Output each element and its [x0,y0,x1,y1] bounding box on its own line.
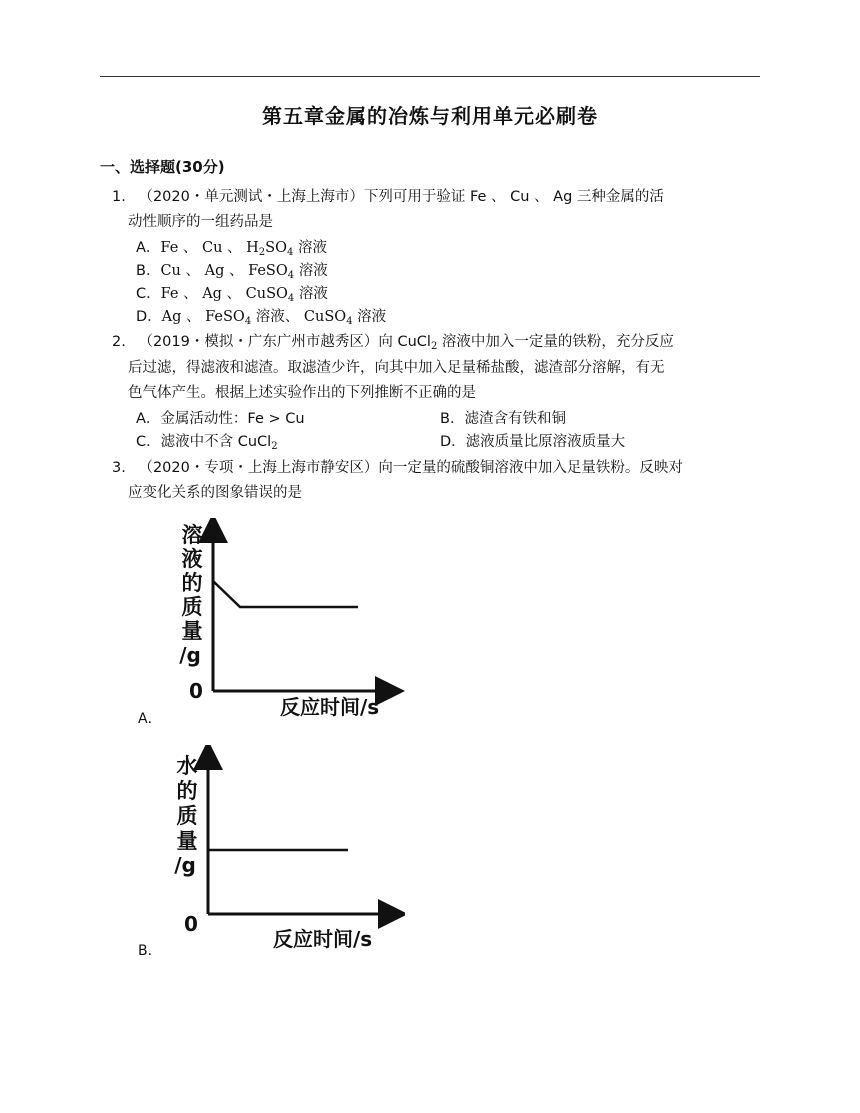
question-3-line2: 应变化关系的图象错误的是 [128,485,302,501]
option-2c: C．滤液中不含 CuCl$_2$ [136,434,278,452]
question-text: （2020・专项・上海上海市静安区）向一定量的硫酸铜溶液中加入足量铁粉。反映对 [138,460,683,476]
svg-text:的: 的 [176,779,198,803]
option-1b: B．Cu 、 Ag 、 FeSO$_4$ 溶液 [136,263,328,281]
svg-text:质: 质 [181,595,203,619]
svg-text:溶: 溶 [181,523,203,547]
question-number: 2. [112,334,126,350]
svg-text:质: 质 [176,804,198,828]
question-number: 3. [112,460,126,476]
svg-text:液: 液 [181,547,203,571]
question-1 [112,187,664,207]
question-3 [112,458,683,478]
option-2d: D．滤液质量比原溶液质量大 [440,434,626,450]
svg-text:量: 量 [176,829,198,853]
graph-a-solution-mass [170,518,410,723]
header-rule [100,76,760,77]
question-2 [112,332,674,352]
svg-text:量: 量 [181,619,203,643]
question-2-line2: 后过滤，得滤液和滤渣。取滤渣少许，向其中加入足量稀盐酸，滤渣部分溶解，有无 [128,360,665,376]
option-1d: D．Ag 、 FeSO$_4$ 溶液、 CuSO$_4$ 溶液 [136,309,387,327]
origin-label: 0 [184,912,198,936]
page-title: 第五章金属的冶炼与利用单元必刷卷 [262,104,598,128]
svg-text:/g: /g [179,643,201,667]
option-1c: C．Fe 、 Ag 、 CuSO$_4$ 溶液 [136,286,328,304]
question-2-line3: 色气体产生。根据上述实验作出的下列推断不正确的是 [128,385,476,401]
question-number: 1. [112,189,126,205]
graph-a-label: A． [138,711,162,727]
x-axis-label: 反应时间/s [273,927,373,950]
question-text: （2019・模拟・广东广州市越秀区）向 CuCl$_2$ 溶液中加入一定量的铁粉，充分反应 [138,334,674,352]
svg-text:的: 的 [181,571,203,595]
section-heading: 一、选择题(30分) [100,158,225,176]
option-2b: B．滤渣含有铁和铜 [440,411,566,427]
x-axis-label: 反应时间/s [280,695,380,719]
curve [213,581,358,607]
graph-b-label: B． [138,943,162,959]
question-text: （2020・单元测试・上海上海市）下列可用于验证 Fe 、 Cu 、 Ag 三种金属的活 [138,189,664,205]
graph-b-water-mass [165,745,405,950]
option-1a: A．Fe 、 Cu 、 $H_2SO_4$ 溶液 [136,240,327,258]
svg-text:/g: /g [174,853,196,877]
option-2a: A．金属活动性：Fe > Cu [136,411,305,427]
y-axis-label [179,523,202,667]
question-1-line2: 动性顺序的一组药品是 [128,214,273,230]
y-axis-label [174,754,197,877]
svg-text:水: 水 [176,754,198,778]
origin-label: 0 [189,679,203,703]
